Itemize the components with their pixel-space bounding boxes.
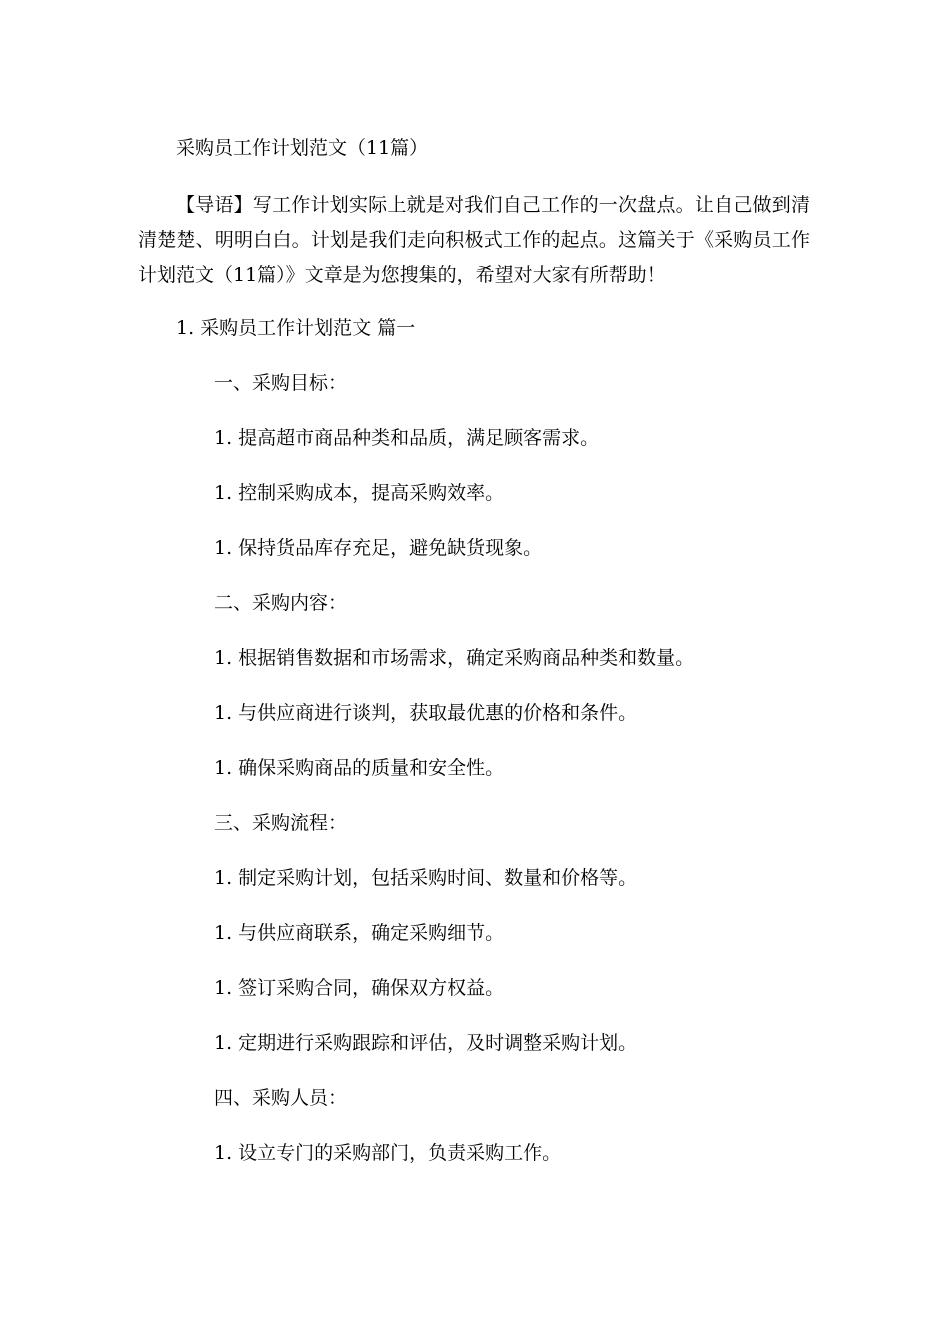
list-item: 1. 与供应商联系，确定采购细节。: [214, 922, 505, 944]
intro-paragraph: 【导语】写工作计划实际上就是对我们自己工作的一次盘点。让自己做到清清楚楚、明明白白。计划是我们走向积极式工作的起点。这篇关于《采购员工作计划范文（11篇）》文章是为您搜集的，希望对大家有所帮助！: [138, 194, 810, 286]
document-title: 采购员工作计划范文（11篇）: [176, 137, 429, 159]
section-heading: 1. 采购员工作计划范文 篇一: [176, 317, 416, 339]
list-item: 1. 保持货品库存充足，避免缺货现象。: [214, 537, 543, 559]
subheading-goals: 一、采购目标：: [214, 372, 348, 394]
list-item: 1. 定期进行采购跟踪和评估，及时调整采购计划。: [214, 1032, 638, 1054]
list-item: 1. 根据销售数据和市场需求，确定采购商品种类和数量。: [214, 647, 695, 669]
subheading-staff: 四、采购人员：: [214, 1087, 348, 1109]
list-item: 1. 与供应商进行谈判，获取最优惠的价格和条件。: [214, 702, 638, 724]
subheading-process: 三、采购流程：: [214, 812, 348, 834]
list-item: 1. 设立专门的采购部门，负责采购工作。: [214, 1142, 562, 1164]
list-item: 1. 控制采购成本，提高采购效率。: [214, 482, 505, 504]
list-item: 1. 提高超市商品种类和品质，满足顾客需求。: [214, 427, 600, 449]
subheading-content: 二、采购内容：: [214, 592, 348, 614]
list-item: 1. 签订采购合同，确保双方权益。: [214, 977, 505, 999]
list-item: 1. 制定采购计划，包括采购时间、数量和价格等。: [214, 867, 638, 889]
list-item: 1. 确保采购商品的质量和安全性。: [214, 757, 505, 779]
